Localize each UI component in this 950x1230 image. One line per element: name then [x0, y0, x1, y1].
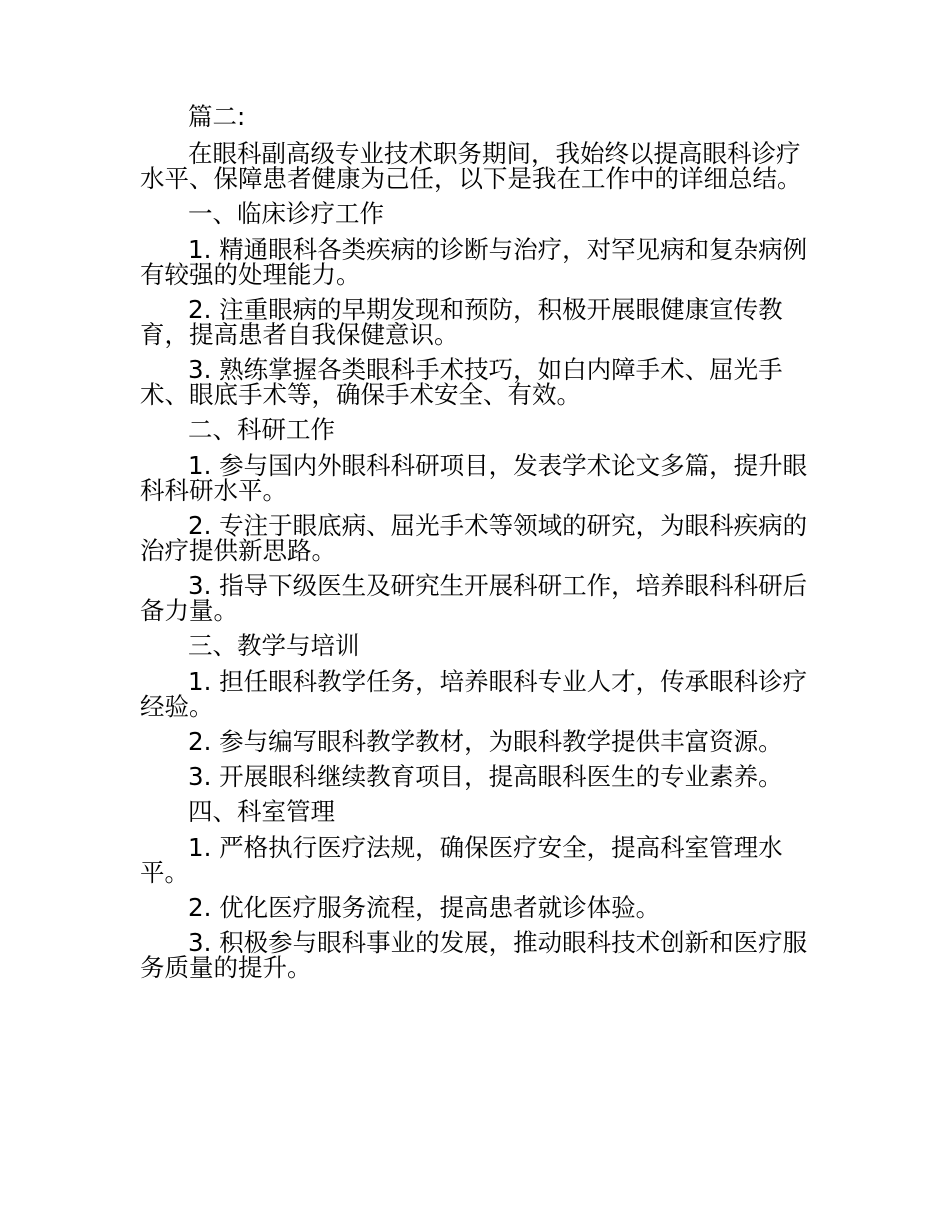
list-item: 2. 优化医疗服务流程，提高患者就诊体验。 — [188, 893, 661, 922]
list-item: 2. 专注于眼底病、屈光手术等领域的研究，为眼科疾病的治疗提供新思路。 — [140, 511, 808, 565]
list-item: 3. 积极参与眼科事业的发展，推动眼科技术创新和医疗服务质量的提升。 — [140, 928, 808, 982]
list-item: 2. 注重眼病的早期发现和预防，积极开展眼健康宣传教育，提高患者自我保健意识。 — [140, 295, 783, 349]
section-heading-management: 四、科室管理 — [188, 797, 335, 826]
section-heading-teaching: 三、教学与培训 — [188, 631, 360, 660]
list-item: 1. 严格执行医疗法规，确保医疗安全，提高科室管理水平。 — [140, 833, 783, 887]
list-item: 1. 精通眼科各类疾病的诊断与治疗，对罕见病和复杂病例有较强的处理能力。 — [140, 235, 808, 289]
intro-paragraph: 在眼科副高级专业技术职务期间，我始终以提高眼科诊疗水平、保障患者健康为己任，以下是我在工作中的详细总结。 — [140, 139, 802, 193]
section-heading-clinical: 一、临床诊疗工作 — [188, 199, 384, 228]
list-item: 3. 指导下级医生及研究生开展科研工作，培养眼科科研后备力量。 — [140, 571, 808, 625]
section-label: 篇二: — [188, 102, 246, 131]
list-item: 3. 熟练掌握各类眼科手术技巧，如白内障手术、屈光手术、眼底手术等，确保手术安全、有效。 — [140, 355, 783, 409]
section-heading-research: 二、科研工作 — [188, 415, 335, 444]
document-page — [140, 104, 812, 990]
list-item: 1. 担任眼科教学任务，培养眼科专业人才，传承眼科诊疗经验。 — [140, 667, 808, 721]
list-item: 2. 参与编写眼科教学教材，为眼科教学提供丰富资源。 — [188, 727, 783, 756]
list-item: 3. 开展眼科继续教育项目，提高眼科医生的专业素养。 — [188, 762, 783, 791]
list-item: 1. 参与国内外眼科科研项目，发表学术论文多篇，提升眼科科研水平。 — [140, 451, 808, 505]
